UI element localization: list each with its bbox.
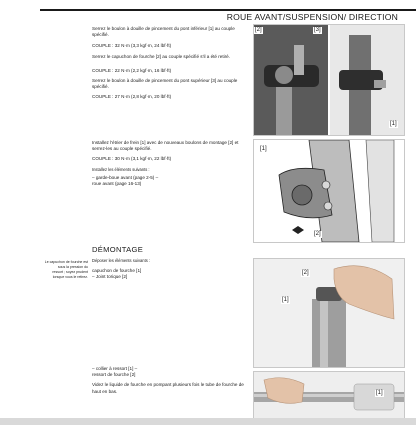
step3-line2: spécifié. <box>92 84 109 90</box>
step4-line1: Installez l'étrier de frein [1] avec de nouveaux boulons de montage [2] et <box>92 140 239 145</box>
step2-line1: Serrez le capuchon de fourche [2] au couple spécifié s'il a été retiré. <box>92 53 231 59</box>
page-header-title: ROUE AVANT/SUSPENSION/ DIRECTION <box>226 12 398 22</box>
callout-fig4-a: [1] <box>376 390 383 396</box>
step3-line1: Serrez le boulon à douille de pincement du pont supérieur [3] au couple <box>92 78 238 84</box>
side-note-line4: lorsque vous le retirez. <box>52 275 88 279</box>
caliper-text-block <box>92 140 238 188</box>
drain-line2: haut en bas. <box>92 388 118 394</box>
callout-fig1-b: [3] <box>314 27 321 33</box>
caliper-illustration <box>254 140 404 242</box>
callout-fig2-a: [1] <box>260 146 267 152</box>
torque3: COUPLE : 27 N·m (2,8 kgf·m, 20 lbf·ft) <box>92 94 172 100</box>
side-note <box>26 260 88 280</box>
step1-line1: Serrez le boulon à douille de pincement du pont inférieur [1] au couple <box>92 26 235 31</box>
step4-line2: serrez-les au couple spécifié. <box>92 146 152 152</box>
side-note-line1: Le capuchon de fourche est <box>44 260 88 264</box>
header-rule <box>40 9 416 11</box>
install-text-block <box>92 26 237 101</box>
install-label: Installez les éléments suivants : <box>92 166 150 172</box>
demontage-item1: capuchon de fourche [1] <box>92 267 142 273</box>
demontage-text-block <box>92 258 150 280</box>
torque1: COUPLE : 32 N·m (3,3 kgf·m, 24 lbf·ft) <box>92 43 172 49</box>
callout-fig1-c: [1] <box>390 121 397 127</box>
side-note-line2: sous la pression du <box>57 265 88 269</box>
torque4: COUPLE : 30 N·m (3,1 kgf·m, 22 lbf·ft) <box>92 156 172 162</box>
install-item2: roue avant (page 16-13) <box>92 181 142 187</box>
demontage-item2: – Joint torique [2] <box>92 273 128 279</box>
demontage-item3: – collier à ressort [1] – <box>92 366 138 371</box>
callout-fig1-a: [2] <box>255 27 262 33</box>
callout-fig3-b: [1] <box>282 297 289 303</box>
callout-fig3-a: [2] <box>302 270 309 276</box>
footer-band <box>0 418 416 425</box>
fork-bridge-illustration <box>254 25 404 135</box>
demontage-text-block-2 <box>92 366 244 395</box>
section-title-demontage: DÉMONTAGE <box>92 245 144 254</box>
drain-line1: Videz le liquide de fourche en pompant plusieurs fois le tube de fourche de <box>92 382 244 388</box>
photo-fork-cap <box>253 258 405 368</box>
step1-line2: spécifié. <box>92 32 109 38</box>
torque2: COUPLE : 22 N·m (2,2 kgf·m, 16 lbf·ft) <box>92 67 172 73</box>
fork-cap-illustration <box>254 259 404 367</box>
photo-fork-bridge <box>253 24 405 136</box>
demontage-intro: Déposer les éléments suivants : <box>92 258 151 263</box>
side-note-line3: ressort ; soyez prudent <box>52 270 88 274</box>
callout-fig2-b: [2] <box>314 231 321 237</box>
install-item1: – garde-boue avant (page 2-5) – <box>92 175 159 181</box>
demontage-item4: ressort de fourche [2] <box>92 372 136 378</box>
photo-caliper <box>253 139 405 243</box>
